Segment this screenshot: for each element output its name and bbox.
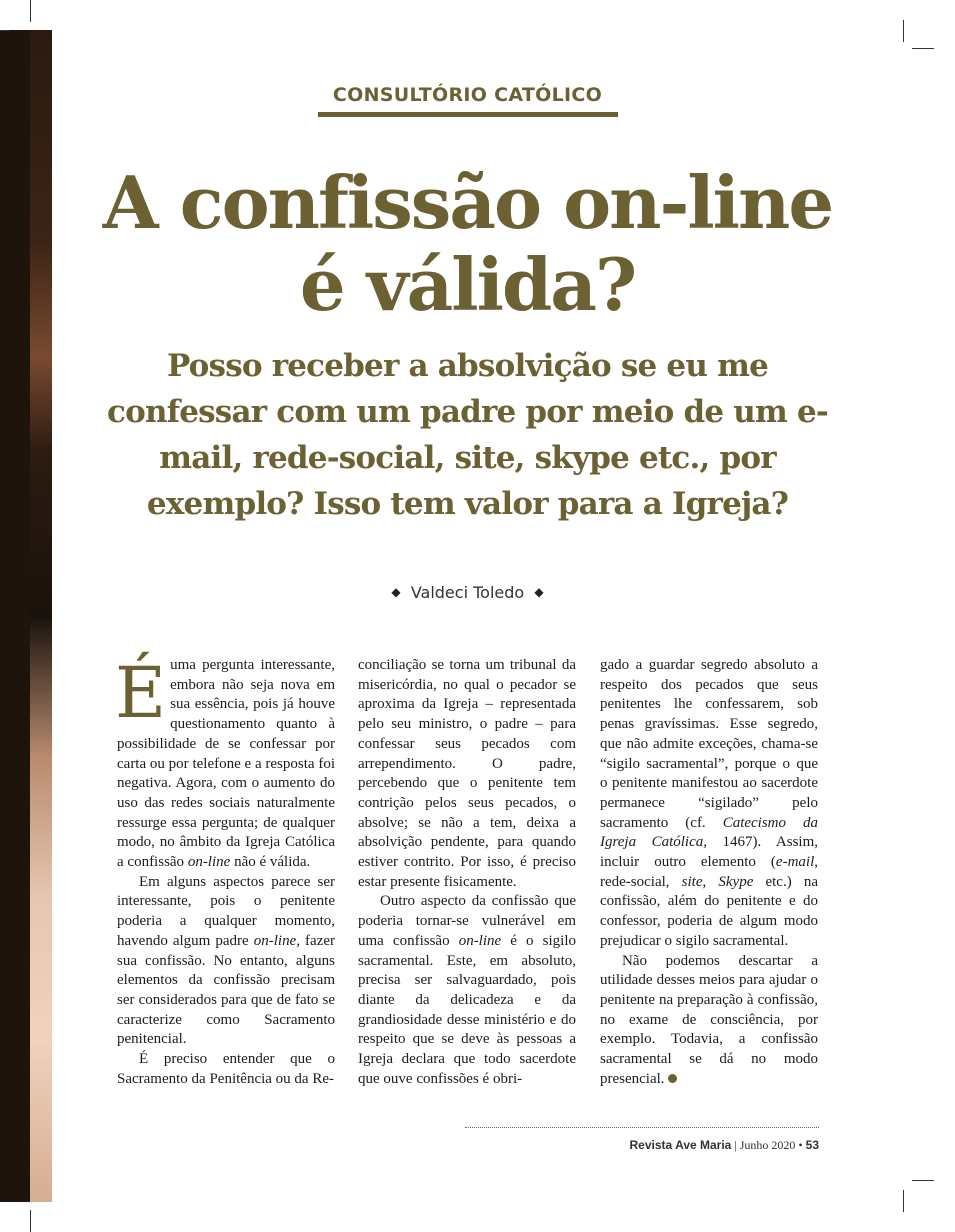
paragraph-text: Outro aspecto da confissão que poderia tornar-se vulnerável em uma confissão <box>358 893 576 949</box>
italic-term: e-mail <box>775 854 815 871</box>
issue-date: Junho 2020 <box>739 1138 796 1152</box>
standfirst: Posso receber a absolvição se eu me confessar com um padre por meio de um e-mail, rede-social, site, skype etc., por exemplo? Isso tem valor para a Igreja? <box>107 348 828 522</box>
page-number: 53 <box>805 1138 819 1152</box>
paragraph-text: gado a guardar segredo absoluto a respeito dos pecados que seus penitentes lhe confessarem, sob penas gravíssimas. Esse segredo, que não admite exceções, chama-se “sigilo sacramental”, porque o que o penitente manifestou ao sacerdote permanece “sigilado” pelo sacramento (cf. <box>600 657 818 831</box>
crop-mark <box>30 0 31 22</box>
italic-term: on-line <box>187 854 231 871</box>
headline-line-1: A confissão on-line <box>102 160 833 245</box>
diamond-icon: ◆ <box>391 585 401 599</box>
footer-separator: | <box>734 1138 737 1152</box>
article-column-3 <box>600 656 818 1089</box>
end-mark-icon <box>668 1074 677 1083</box>
paragraph-text: é o sigilo sacramental. Este, em absoluto, precisa ser salvaguardado, pois diante da delicadeza e da grandiosidade desse ministério e do respeito que se deve às pessoas a Igreja declara que todo sacerdote que ouve confissões é obri- <box>358 932 576 1087</box>
crop-mark <box>903 1190 904 1212</box>
paragraph-text: , fazer sua confissão. No entanto, alguns elementos da confissão precisam ser considerados para que de fato se caracterize como Sacramento penitencial. <box>117 932 336 1048</box>
author-name: Valdeci Toledo <box>410 583 525 602</box>
section-rule <box>318 112 618 117</box>
paragraph-text: Em alguns aspectos parece ser interessante, pois o penitente poderia a qualquer momento, havendo algum padre <box>117 873 335 949</box>
paragraph: É preciso entender que o Sacramento da Penitência ou da Re- <box>117 1051 335 1087</box>
paragraph <box>117 873 335 1050</box>
magazine-name: Revista Ave Maria <box>629 1138 732 1152</box>
byline <box>0 583 935 602</box>
paragraph: conciliação se torna um tribunal da misericórdia, no qual o pecador se aproxima da Igreja – representada pelo seu ministro, o padre – para confessar seus pecados com arrependimento. O padre, percebendo que o penitente tem contrição pelos seus pecados, o absolve; se não a tem, deixa a absolvição pendente, para quando estiver contrito. Por isso, é preciso estar presente fisicamente. <box>358 657 576 890</box>
italic-term: Catecismo da Igreja Católica <box>600 814 819 851</box>
paragraph <box>600 952 818 1090</box>
italic-term: on-line <box>458 932 502 949</box>
crop-mark <box>903 20 904 42</box>
paragraph-text: Não podemos descartar a utilidade desses meios para ajudar o penitente na preparação à confissão, no exame de consciência, por exemplo. Todavia, a confissão sacramental se dá no modo presencial. <box>600 952 818 1087</box>
page-footer <box>630 1138 819 1153</box>
crop-mark <box>0 30 10 31</box>
footer-rule <box>465 1127 819 1128</box>
article-column-2 <box>358 656 576 1089</box>
paragraph-text: etc.) na confissão, além do penitente e do confessor, poderia de algum modo prejudicar o sigilo sacramental. <box>600 873 818 949</box>
paragraph-text: não é válida. <box>230 854 311 871</box>
paragraph-text: , 1467). Assim, incluir outro elemento ( <box>600 834 818 871</box>
paragraph-text: uma pergunta interessante, embora não seja nova em sua essência, pois já houve questionamento quanto à possibilidade de se confessar por carta ou por telefone e a resposta foi negativa. Agora, com o aumento do uso das redes sociais naturalmente ressurge essa pergunta; de qualquer modo, no âmbito da Igreja Católica a confissão <box>117 657 335 871</box>
italic-term: site, Skype <box>681 873 754 890</box>
crop-mark <box>30 1210 31 1232</box>
paragraph <box>358 892 576 1089</box>
paragraph <box>115 652 335 873</box>
headline <box>0 162 935 326</box>
section-label: CONSULTÓRIO CATÓLICO <box>332 84 603 106</box>
article-column-1 <box>115 652 336 1089</box>
drop-cap: É <box>115 652 167 734</box>
italic-term: on-line <box>253 932 297 949</box>
crop-mark <box>912 48 934 49</box>
paragraph-text: , rede-social, <box>600 854 818 890</box>
headline-line-2: é válida? <box>299 242 636 327</box>
diamond-icon: ◆ <box>534 585 544 599</box>
paragraph <box>600 656 818 952</box>
footer-dot: • <box>798 1138 803 1152</box>
crop-mark <box>912 1180 934 1181</box>
